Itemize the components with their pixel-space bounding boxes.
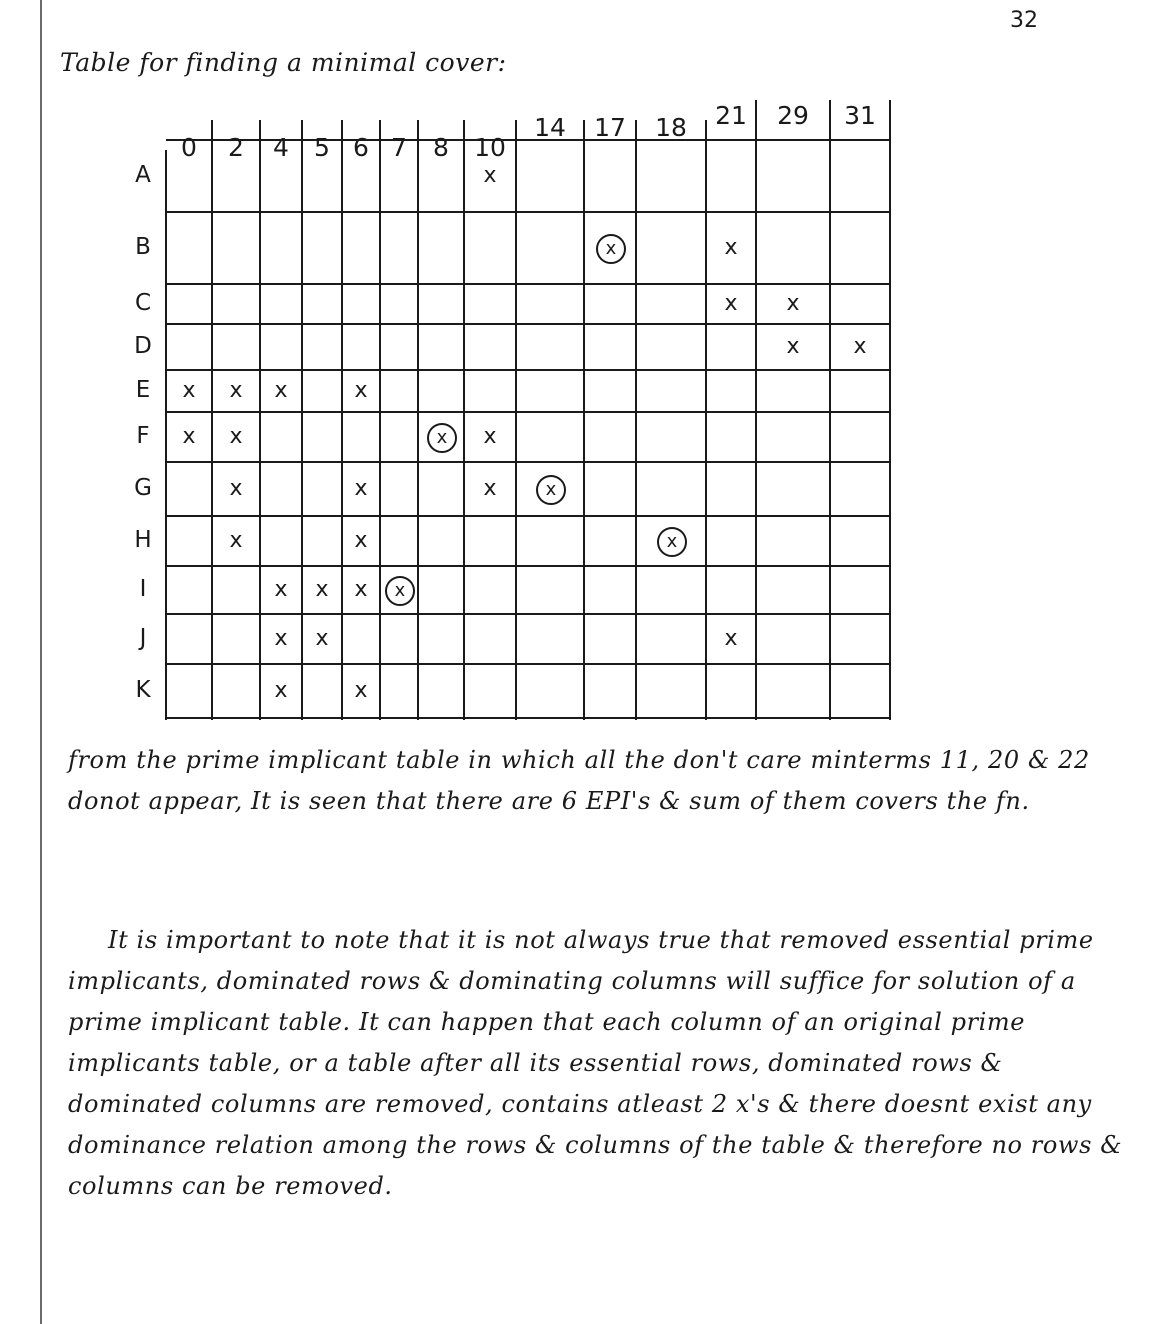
cover-mark-h-6: x: [354, 528, 368, 553]
row-label-a: A: [135, 162, 151, 188]
cover-mark-g-10: x: [483, 476, 497, 501]
essential-mark-i-7: x: [385, 576, 415, 606]
column-header-18: 18: [655, 113, 687, 142]
column-header-4: 4: [273, 133, 289, 162]
cover-mark-e-6: x: [354, 378, 368, 403]
cover-mark-j-4: x: [274, 626, 288, 651]
cover-mark-f-10: x: [483, 424, 497, 449]
row-label-b: B: [135, 234, 151, 260]
column-header-2: 2: [228, 133, 244, 162]
cover-mark-e-4: x: [274, 378, 288, 403]
cover-mark-i-4: x: [274, 577, 288, 602]
column-header-14: 14: [534, 113, 566, 142]
cover-mark-i-5: x: [315, 577, 329, 602]
cover-mark-e-2: x: [229, 378, 243, 403]
column-header-29: 29: [777, 101, 809, 130]
essential-mark-f-8: x: [427, 423, 457, 453]
cover-mark-k-4: x: [274, 678, 288, 703]
column-header-7: 7: [391, 133, 407, 162]
column-header-10: 10: [474, 133, 506, 162]
cover-mark-d-31: x: [853, 334, 867, 359]
cover-mark-d-29: x: [786, 334, 800, 359]
page-heading: Table for finding a minimal cover:: [60, 48, 507, 77]
cover-mark-h-2: x: [229, 528, 243, 553]
cover-mark-f-2: x: [229, 424, 243, 449]
cover-mark-j-21: x: [724, 626, 738, 651]
cover-mark-k-6: x: [354, 678, 368, 703]
column-header-8: 8: [433, 133, 449, 162]
row-label-h: H: [134, 527, 152, 553]
cover-mark-b-21: x: [724, 235, 738, 260]
row-label-g: G: [134, 475, 152, 501]
row-label-e: E: [135, 377, 151, 403]
column-header-21: 21: [715, 101, 747, 130]
column-header-17: 17: [594, 113, 626, 142]
paragraph-dominance-note: [68, 920, 1138, 1207]
cover-mark-a-10: x: [483, 163, 497, 188]
cover-mark-i-6: x: [354, 577, 368, 602]
row-label-k: K: [135, 677, 151, 703]
cover-mark-j-5: x: [315, 626, 329, 651]
cover-mark-c-29: x: [786, 291, 800, 316]
row-label-j: J: [139, 625, 147, 651]
page-number: 32: [1010, 8, 1038, 33]
cover-mark-e-0: x: [182, 378, 196, 403]
paragraph-1-text: from the prime implicant table in which all the don't care minterms 11, 20 & 22 donot appear, It is seen that there are 6 EPI's & sum of them covers the fn.: [68, 746, 1090, 815]
cover-mark-g-2: x: [229, 476, 243, 501]
row-label-i: I: [139, 576, 147, 602]
paragraph-epi-summary: [68, 740, 1138, 822]
column-header-6: 6: [353, 133, 369, 162]
row-label-f: F: [136, 423, 150, 449]
essential-mark-b-17: x: [596, 234, 626, 264]
column-header-0: 0: [181, 133, 197, 162]
column-header-5: 5: [314, 133, 330, 162]
row-label-c: C: [134, 290, 152, 316]
paragraph-2-text: It is important to note that it is not always true that removed essential prime implicants, dominated rows & dominating columns will suffice for solution of a prime implicant table. It can happen that each column of an original prime implicants table, or a table after all its essential rows, dominated rows & dominated columns are removed, contains atleast 2 x's & there doesnt exist any dominance relation among the rows & columns of the table & therefore no rows & columns can be removed.: [68, 926, 1123, 1200]
cover-mark-c-21: x: [724, 291, 738, 316]
cover-mark-f-0: x: [182, 424, 196, 449]
essential-mark-h-18: x: [657, 527, 687, 557]
row-label-d: D: [134, 333, 152, 359]
cover-mark-g-6: x: [354, 476, 368, 501]
essential-mark-g-14: x: [536, 475, 566, 505]
column-header-31: 31: [844, 101, 876, 130]
